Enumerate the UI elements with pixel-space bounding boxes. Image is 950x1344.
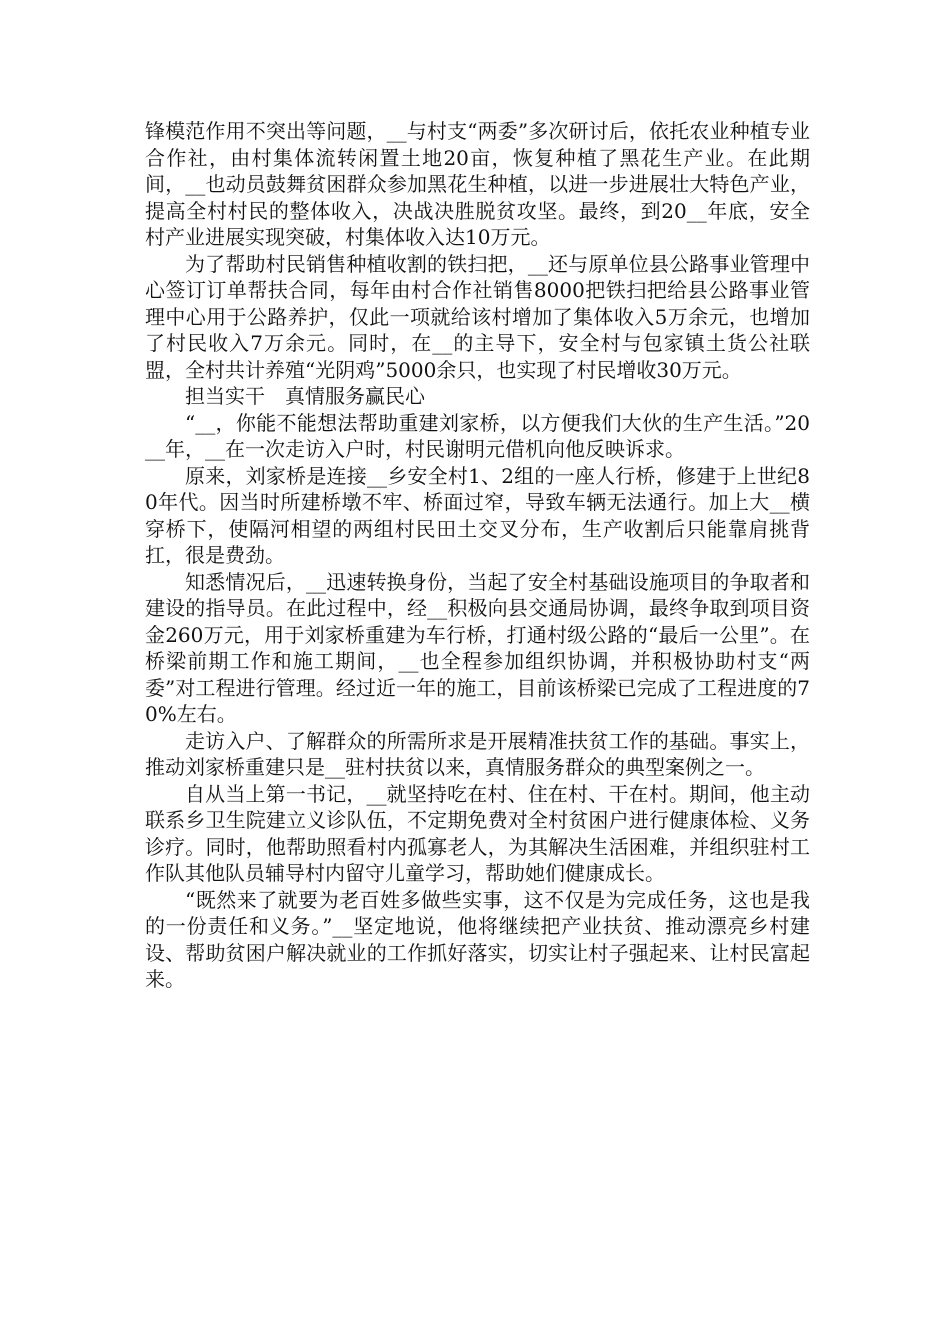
paragraph-8: “既然来了就要为老百姓多做些实事，这不仅是为完成任务，这也是我的一份责任和义务。”__坚定地说，他将继续把产业扶贫、推动漂亮乡村建设、帮助贫困户解决就业的工作抓好落实，切实让村子强起来、让村民富起来。 [145, 887, 810, 991]
paragraph-4: 原来，刘家桥是连接__乡安全村1、2组的一座人行桥，修建于上世纪80年代。因当时所建桥墩不牢、桥面过窄，导致车辆无法通行。加上大__横穿桥下，使隔河相望的两组村民田土交叉分布，生产收割后只能靠肩挑背扛，很是费劲。 [145, 463, 810, 567]
paragraph-3: “__，你能不能想法帮助重建刘家桥，以方便我们大伙的生产生活。”20__年，__在一次走访入户时，村民谢明元借机向他反映诉求。 [145, 410, 810, 461]
paragraph-1: 锋模范作用不突出等问题，__与村支“两委”多次研讨后，依托农业种植专业合作社，由村集体流转闲置土地20亩，恢复种植了黑花生产业。在此期间，__也动员鼓舞贫困群众参加黑花生种植，以进一步进展壮大特色产业，提高全村村民的整体收入，决战决胜脱贫攻坚。最终，到20__年底，安全村产业进展实现突破，村集体收入达10万元。 [145, 119, 810, 249]
paragraph-5: 知悉情况后，__迅速转换身份，当起了安全村基础设施项目的争取者和建设的指导员。在此过程中，经__积极向县交通局协调，最终争取到项目资金260万元，用于刘家桥重建为车行桥，打通村级公路的“最后一公里”。在桥梁前期工作和施工期间，__也全程参加组织协调，并积极协助村支“两委”对工程进行管理。经过近一年的施工，目前该桥梁已完成了工程进度的70%左右。 [145, 569, 810, 726]
article-body [145, 118, 810, 993]
section-heading: 担当实干 真情服务赢民心 [185, 384, 425, 408]
paragraph-7: 自从当上第一书记，__就坚持吃在村、住在村、干在村。期间，他主动联系乡卫生院建立义诊队伍，不定期免费对全村贫困户进行健康体检、义务诊疗。同时，他帮助照看村内孤寡老人，为其解决生活困难，并组织驻村工作队其他队员辅导村内留守儿童学习，帮助她们健康成长。 [145, 781, 810, 885]
paragraph-6: 走访入户、了解群众的所需所求是开展精准扶贫工作的基础。事实上，推动刘家桥重建只是__驻村扶贫以来，真情服务群众的典型案例之一。 [145, 728, 810, 779]
paragraph-2: 为了帮助村民销售种植收割的铁扫把，__还与原单位县公路事业管理中心签订订单帮扶合同，每年由村合作社销售8000把铁扫把给县公路事业管理中心用于公路养护，仅此一项就给该村增加了集体收入5万余元，也增加了村民收入7万余元。同时，在__的主导下，安全村与包家镇土货公社联盟，全村共计养殖“光阴鸡”5000余只，也实现了村民增收30万元。 [145, 251, 810, 382]
